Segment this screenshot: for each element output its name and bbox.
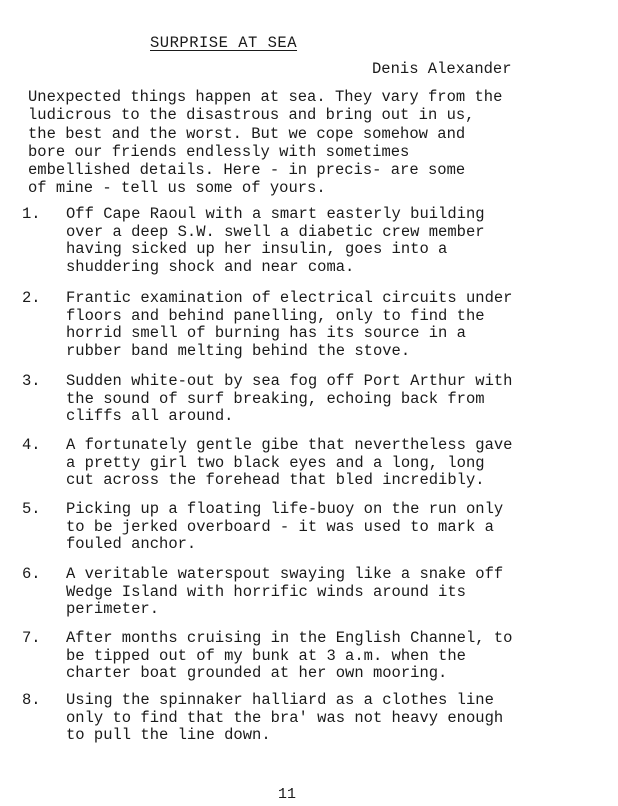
list-item-line: perimeter. xyxy=(66,600,160,619)
intro-line: embellished details. Here - in precis- are some xyxy=(28,161,466,180)
intro-paragraph xyxy=(28,88,608,198)
intro-line: Unexpected things happen at sea. They vary from the xyxy=(28,88,503,106)
list-item-number: 8. xyxy=(22,691,41,709)
list-item-line: floors and behind panelling, only to find the xyxy=(66,306,485,325)
list-item-line: fouled anchor. xyxy=(66,535,197,554)
list-item-text xyxy=(66,501,612,554)
list-item-number: 3. xyxy=(22,372,41,390)
list-item-number: 7. xyxy=(22,629,41,647)
list-item-line: After months cruising in the English Channel, to xyxy=(66,629,513,647)
list-item-line: having sicked up her insulin, goes into a xyxy=(66,240,448,259)
list-item-line: shuddering shock and near coma. xyxy=(66,257,355,276)
list-item-line: cut across the forehead that bled incredibly. xyxy=(66,471,485,490)
list-item-line: be tipped out of my bunk at 3 a.m. when the xyxy=(66,646,466,665)
list-item-line: the sound of surf breaking, echoing back from xyxy=(66,389,485,408)
list-item-text xyxy=(66,566,612,619)
intro-line: the best and the worst. But we cope somehow and xyxy=(28,124,466,143)
list-item-line: a pretty girl two black eyes and a long, long xyxy=(66,453,485,472)
list-item-number: 1. xyxy=(22,205,41,223)
list-item-line: to be jerked overboard - it was used to mark a xyxy=(66,517,494,536)
list-item-line: only to find that the bra' was not heavy enough xyxy=(66,708,504,727)
list-item-line: Off Cape Raoul with a smart easterly building xyxy=(66,205,485,223)
list-item-line: Sudden white-out by sea fog off Port Arthur with xyxy=(66,372,513,390)
list-item-line: horrid smell of burning has its source in a xyxy=(66,324,466,343)
intro-line: ludicrous to the disastrous and bring out in us, xyxy=(28,106,475,125)
list-item-text xyxy=(66,206,612,276)
list-item-line: over a deep S.W. swell a diabetic crew member xyxy=(66,222,485,241)
list-item-line: Wedge Island with horrific winds around its xyxy=(66,582,466,601)
author-name: Denis Alexander xyxy=(372,60,512,78)
list-item-number: 2. xyxy=(22,289,41,307)
list-item-line: Frantic examination of electrical circuits under xyxy=(66,289,513,307)
list-item-text xyxy=(66,630,612,683)
list-item-line: A fortunately gentle gibe that nevertheless gave xyxy=(66,436,513,454)
list-item-line: Using the spinnaker halliard as a clothes line xyxy=(66,691,494,709)
list-item-line: Picking up a floating life-buoy on the run only xyxy=(66,500,504,518)
list-item-line: cliffs all around. xyxy=(66,407,234,426)
article-title: SURPRISE AT SEA xyxy=(150,34,298,52)
list-item-number: 6. xyxy=(22,565,41,583)
list-item-number: 4. xyxy=(22,436,41,454)
list-item-line: A veritable waterspout swaying like a snake off xyxy=(66,565,504,583)
page-number: 11 xyxy=(278,786,297,803)
list-item-line: charter boat grounded at her own mooring. xyxy=(66,664,448,683)
list-item-text xyxy=(66,373,612,426)
list-item-text xyxy=(66,290,612,360)
list-item-text xyxy=(66,437,612,490)
list-item-line: rubber band melting behind the stove. xyxy=(66,341,411,360)
list-item-line: to pull the line down. xyxy=(66,726,271,745)
list-item-text xyxy=(66,692,612,745)
intro-line: of mine - tell us some of yours. xyxy=(28,179,326,198)
intro-line: bore our friends endlessly with sometimes xyxy=(28,142,410,161)
list-item-number: 5. xyxy=(22,500,41,518)
